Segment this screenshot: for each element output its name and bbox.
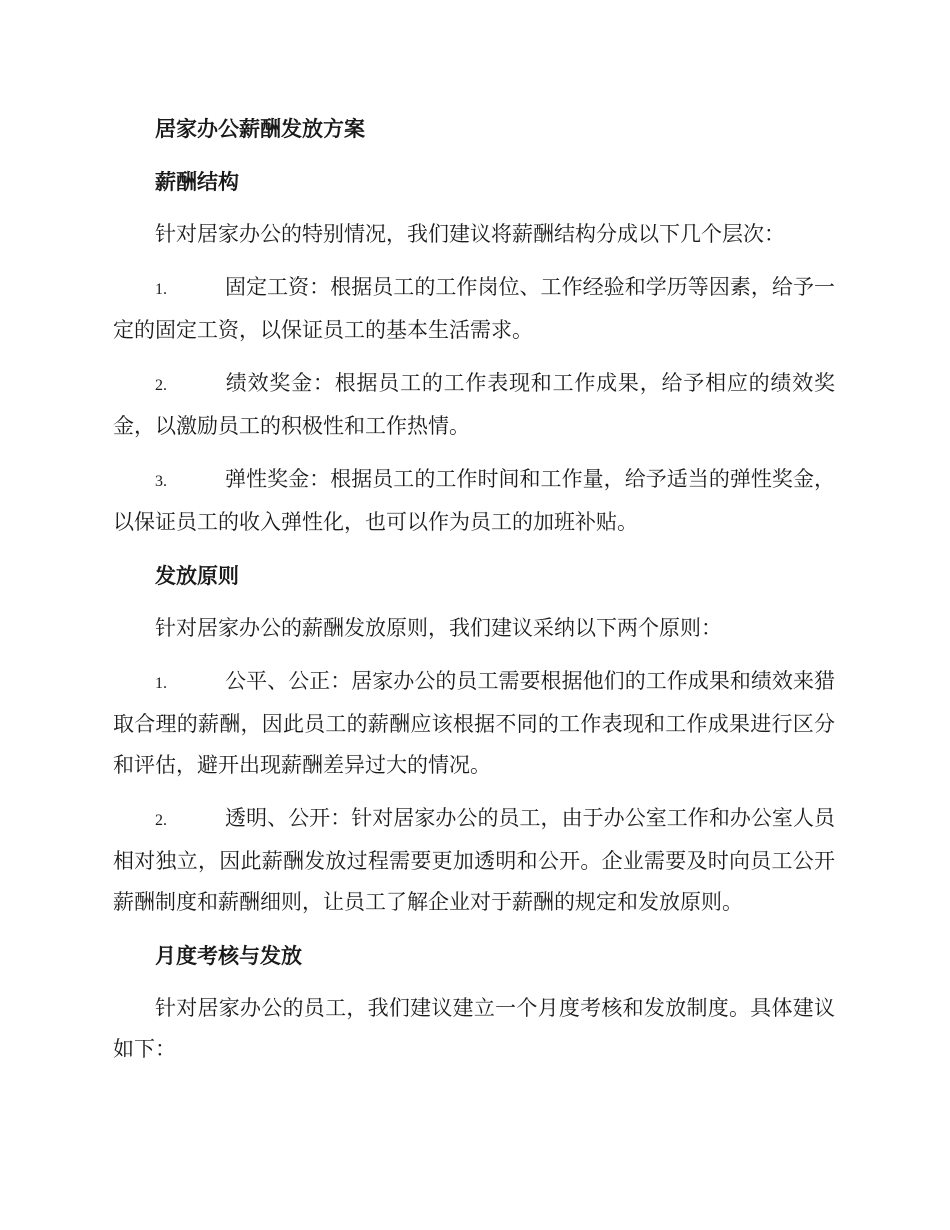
list-item bbox=[113, 267, 835, 351]
list-number: 1. bbox=[155, 281, 167, 298]
list-item-text: 透明、公开：针对居家办公的员工，由于办公室工作和办公室人员相对独立，因此薪酬发放过程需要更加透明和公开。企业需要及时向员工公开薪酬制度和薪酬细则，让员工了解企业对于薪酬的规定和发放原则。 bbox=[113, 806, 835, 914]
list-item-text: 固定工资：根据员工的工作岗位、工作经验和学历等因素，给予一定的固定工资，以保证员工的基本生活需求。 bbox=[113, 275, 835, 342]
list-number: 1. bbox=[155, 675, 167, 692]
list-item bbox=[113, 363, 835, 447]
section-intro: 针对居家办公的薪酬发放原则，我们建议采纳以下两个原则： bbox=[155, 616, 722, 640]
list-item bbox=[113, 798, 835, 923]
list-item bbox=[113, 459, 835, 543]
document-title: 居家办公薪酬发放方案 bbox=[155, 116, 365, 141]
section-heading-payment-principles: 发放原则 bbox=[155, 563, 239, 588]
document-body bbox=[113, 108, 835, 1082]
section-intro: 针对居家办公的特别情况，我们建议将薪酬结构分成以下几个层次： bbox=[155, 222, 785, 246]
list-item bbox=[113, 661, 835, 786]
list-item-text: 绩效奖金：根据员工的工作表现和工作成果，给予相应的绩效奖金，以激励员工的积极性和工作热情。 bbox=[113, 371, 835, 438]
list-item-text: 弹性奖金：根据员工的工作时间和工作量，给予适当的弹性奖金，以保证员工的收入弹性化，也可以作为员工的加班补贴。 bbox=[113, 467, 835, 534]
list-item-text: 公平、公正：居家办公的员工需要根据他们的工作成果和绩效来猎取合理的薪酬，因此员工的薪酬应该根据不同的工作表现和工作成果进行区分和评估，避开出现薪酬差异过大的情况。 bbox=[113, 669, 835, 777]
list-number: 2. bbox=[155, 812, 167, 829]
section-heading-salary-structure: 薪酬结构 bbox=[155, 169, 239, 194]
list-number: 2. bbox=[155, 377, 167, 394]
list-number: 3. bbox=[155, 473, 167, 490]
section-intro: 针对居家办公的员工，我们建议建立一个月度考核和发放制度。具体建议如下： bbox=[113, 996, 835, 1061]
section-heading-monthly-assessment: 月度考核与发放 bbox=[155, 943, 302, 968]
